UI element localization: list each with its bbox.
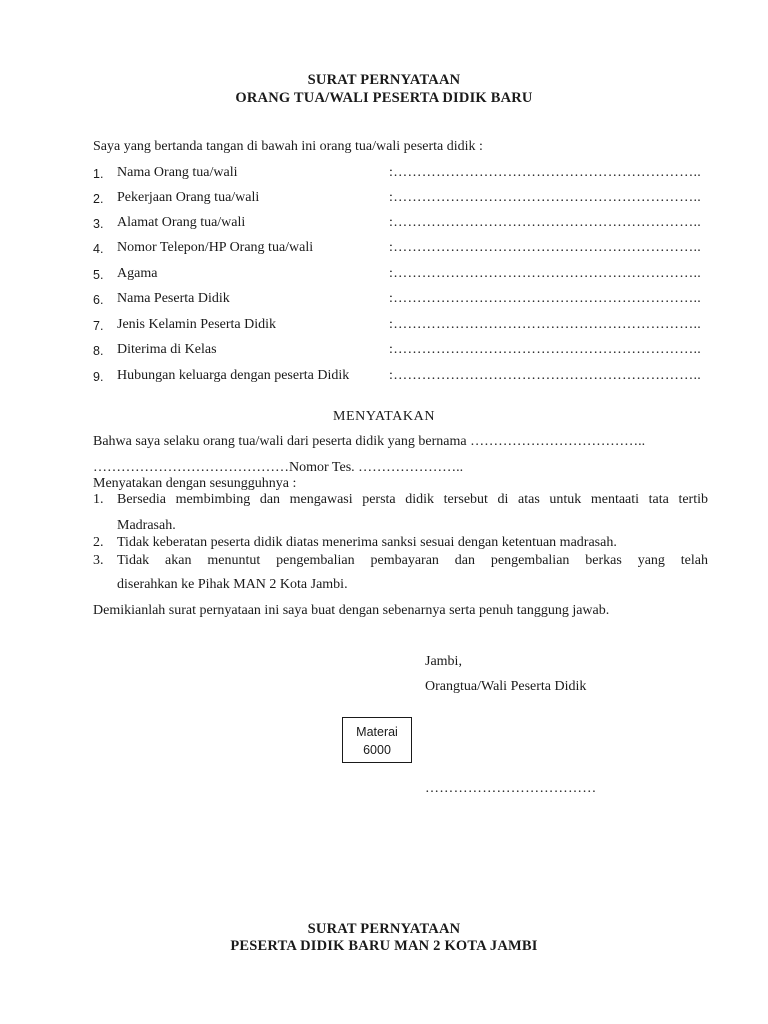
- materai-label: Materai: [356, 725, 398, 739]
- point-number: 2.: [93, 535, 104, 550]
- field-label: Jenis Kelamin Peserta Didik: [117, 317, 277, 332]
- header-title-line1: SURAT PERNYATAAN: [307, 72, 461, 88]
- signature-city: Jambi,: [425, 654, 462, 669]
- point-number: 3.: [93, 553, 104, 568]
- field-fill-line[interactable]: :………………………………………………………..: [389, 317, 702, 332]
- field-fill-line[interactable]: :………………………………………………………..: [389, 368, 702, 383]
- point-text-line1: Tidak keberatan peserta didik diatas menerima sanksi sesuai dengan ketentuan madrasah.: [117, 535, 617, 550]
- footer-title-line1: SURAT PERNYATAAN: [307, 921, 461, 937]
- field-label: Alamat Orang tua/wali: [117, 215, 246, 230]
- field-label: Pekerjaan Orang tua/wali: [117, 190, 260, 205]
- statement-line3: Menyatakan dengan sesungguhnya :: [93, 476, 297, 491]
- field-fill-line[interactable]: :………………………………………………………..: [389, 215, 702, 230]
- field-number: 9.: [93, 370, 104, 384]
- point-text-line1: Tidak akan menuntut pengembalian pembayaran dan pengembalian berkas yang telah: [117, 553, 708, 568]
- field-label: Diterima di Kelas: [117, 342, 217, 357]
- field-number: 5.: [93, 268, 104, 282]
- signature-line[interactable]: ………………………………: [425, 781, 597, 796]
- materai-stamp-box: [342, 717, 412, 763]
- field-number: 8.: [93, 344, 104, 358]
- field-fill-line[interactable]: :………………………………………………………..: [389, 266, 702, 281]
- point-text-line1: Bersedia membimbing dan mengawasi persta didik tersebut di atas untuk mentaati tata tertib: [117, 492, 708, 507]
- header-title-line2: ORANG TUA/WALI PESERTA DIDIK BARU: [235, 90, 533, 106]
- intro-text: Saya yang bertanda tangan di bawah ini orang tua/wali peserta didik :: [93, 139, 483, 154]
- signature-role: Orangtua/Wali Peserta Didik: [425, 679, 587, 694]
- field-label: Nama Peserta Didik: [117, 291, 230, 306]
- field-fill-line[interactable]: :………………………………………………………..: [389, 165, 702, 180]
- field-number: 4.: [93, 242, 104, 256]
- field-fill-line[interactable]: :………………………………………………………..: [389, 291, 702, 306]
- point-number: 1.: [93, 492, 104, 507]
- field-fill-line[interactable]: :………………………………………………………..: [389, 190, 702, 205]
- materai-value: 6000: [363, 743, 391, 757]
- statement-line1: Bahwa saya selaku orang tua/wali dari peserta didik yang bernama ………………………………..: [93, 434, 646, 449]
- field-number: 3.: [93, 217, 104, 231]
- field-number: 7.: [93, 319, 104, 333]
- field-label: Nomor Telepon/HP Orang tua/wali: [117, 240, 314, 255]
- point-text-line2: Madrasah.: [117, 518, 176, 533]
- field-number: 1.: [93, 167, 104, 181]
- field-label: Nama Orang tua/wali: [117, 165, 238, 180]
- footer-title-line2: PESERTA DIDIK BARU MAN 2 KOTA JAMBI: [230, 938, 538, 954]
- field-label: Hubungan keluarga dengan peserta Didik: [117, 368, 350, 383]
- closing-text: Demikianlah surat pernyataan ini saya buat dengan sebenarnya serta penuh tanggung jawab.: [93, 603, 610, 618]
- field-fill-line[interactable]: :………………………………………………………..: [389, 240, 702, 255]
- field-label: Agama: [117, 266, 158, 281]
- statement-line2: ……………………………………Nomor Tes. …………………..: [93, 460, 464, 475]
- field-fill-line[interactable]: :………………………………………………………..: [389, 342, 702, 357]
- section-heading-menyatakan: MENYATAKAN: [332, 409, 436, 424]
- field-number: 2.: [93, 192, 104, 206]
- field-number: 6.: [93, 293, 104, 307]
- point-text-line2: diserahkan ke Pihak MAN 2 Kota Jambi.: [117, 577, 348, 592]
